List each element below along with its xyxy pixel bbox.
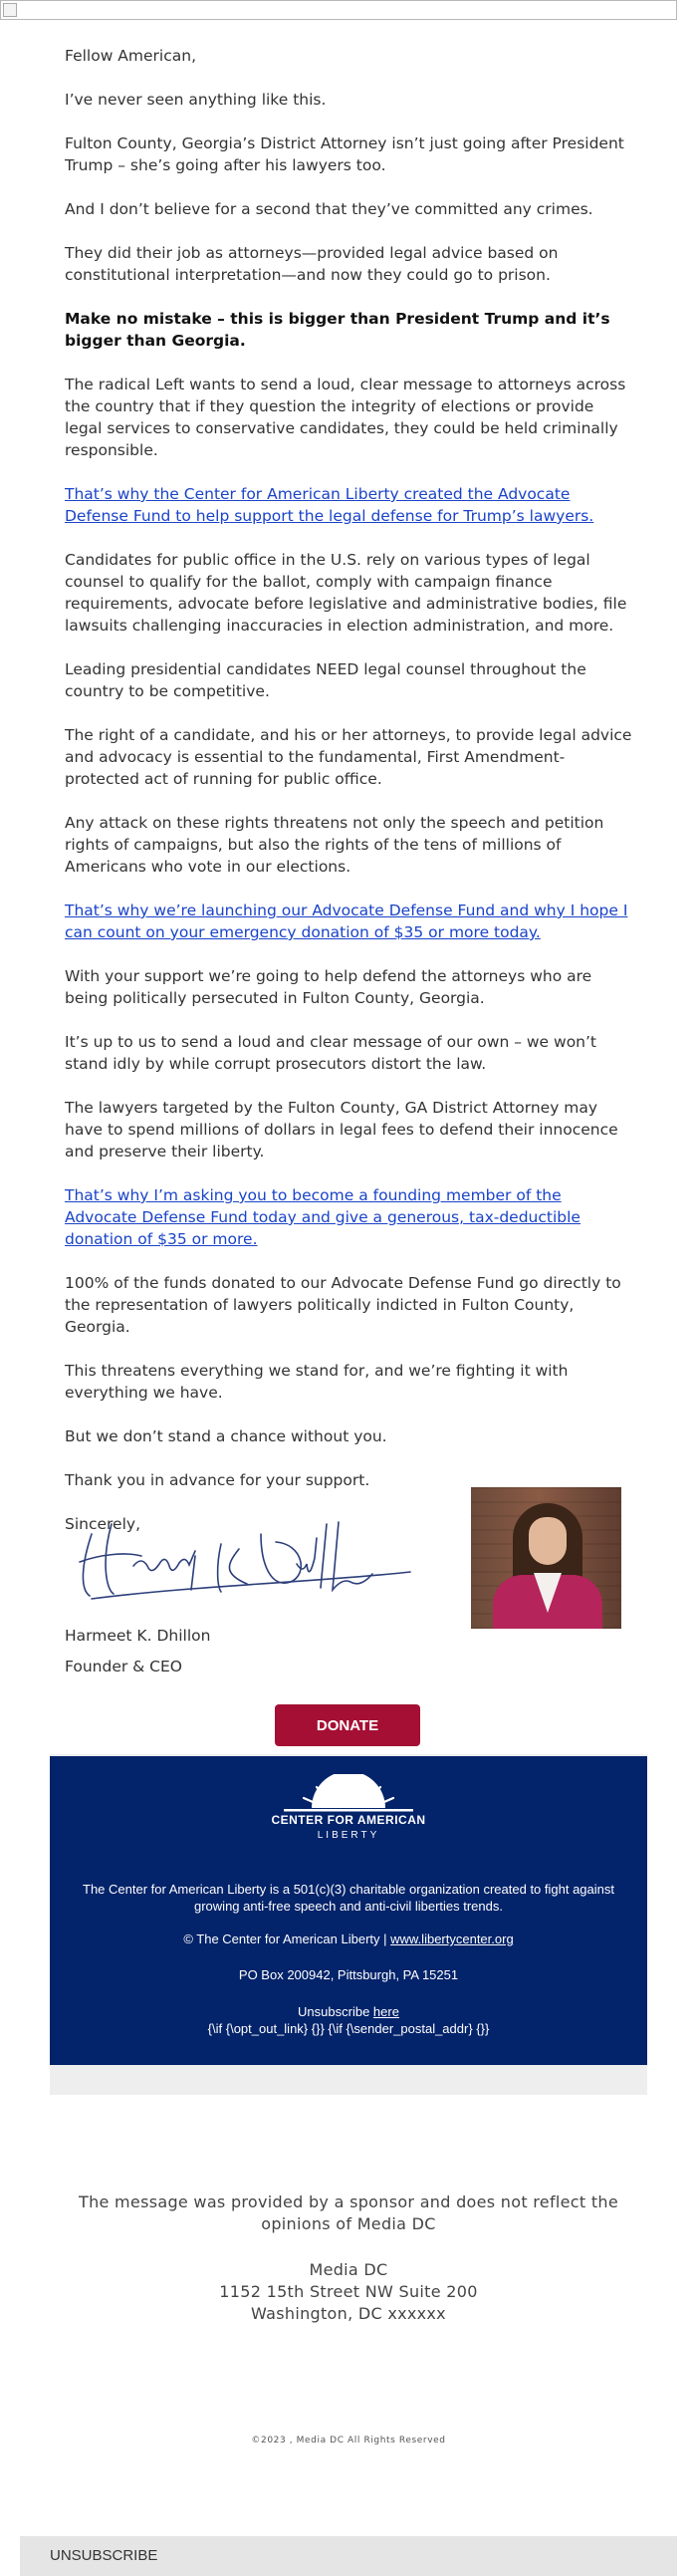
defense-fund-link[interactable]: That’s why the Center for American Liberty created the Advocate Defense Fund to help support the legal defense for Trump’s lawyers. (65, 485, 594, 525)
paragraph: I’ve never seen anything like this. (65, 91, 327, 109)
salutation: Fellow American, (65, 47, 196, 65)
emergency-donation-link[interactable]: That’s why we’re launching our Advocate Defense Fund and why I hope I can count on your emergency donation of $35 or more today. (65, 902, 628, 941)
sponsor-city: Washington, DC xxxxxx (251, 2304, 446, 2323)
sponsor-company: Media DC (309, 2260, 388, 2279)
paragraph: The right of a candidate, and his or her attorneys, to provide legal advice and advocacy is essential to the fundamental, First Amendment-protected act of running for public office. (65, 726, 632, 788)
broken-image-icon (3, 3, 17, 17)
paragraph: 100% of the funds donated to our Advocate Defense Fund go directly to the representation of lawyers politically indicted in Fulton County, Georgia. (65, 1274, 621, 1336)
paragraph: But we don’t stand a chance without you. (65, 1427, 387, 1445)
center-for-american-liberty-logo (254, 1774, 443, 1844)
org-footer (50, 1756, 647, 2065)
org-copyright-line (70, 1931, 627, 1947)
paragraph: Thank you in advance for your support. (65, 1471, 370, 1489)
header-image-placeholder (0, 0, 677, 20)
paragraph: Leading presidential candidates NEED legal counsel throughout the country to be competitive. (65, 660, 586, 700)
paragraph: Candidates for public office in the U.S. rely on various types of legal counsel to qualify for the ballot, comply with campaign finance requirements, advocate before legislative and administrative bodies, file lawsuits challenging inaccuracies in election administration, and more. (65, 551, 627, 635)
paragraph: With your support we’re going to help defend the attorneys who are being politically persecuted in Fulton County, Georgia. (65, 967, 592, 1007)
paragraph: This threatens everything we stand for, and we’re fighting it with everything we have. (65, 1362, 569, 1402)
paragraph: And I don’t believe for a second that they’ve committed any crimes. (65, 200, 593, 218)
paragraph: The radical Left wants to send a loud, clear message to attorneys across the country that if they question the integrity of elections or provide legal services to conservative candidates, they could be held criminally responsible. (65, 376, 626, 459)
sponsor-disclaimer: The message was provided by a sponsor and does not reflect the opinions of Media DC (79, 2192, 618, 2233)
sponsor-street: 1152 15th Street NW Suite 200 (219, 2282, 478, 2301)
org-description: The Center for American Liberty is a 501(c)(3) charitable organization created to fight against growing anti-free speech and anti-civil liberties trends. (83, 1882, 614, 1914)
website-link[interactable]: www.libertycenter.org (390, 1932, 514, 1946)
letter-text (65, 45, 632, 1557)
signer-photo (471, 1487, 621, 1629)
paragraph: The lawyers targeted by the Fulton County, GA District Attorney may have to spend millions of dollars in legal fees to defend their innocence and preserve their liberty. (65, 1099, 618, 1160)
paragraph: It’s up to us to send a loud and clear message of our own – we won’t stand idly by while corrupt prosecutors distort the law. (65, 1033, 597, 1073)
unsubscribe-link[interactable]: UNSUBSCRIBE (50, 2547, 158, 2564)
donate-button[interactable]: DONATE (275, 1704, 420, 1746)
paragraph: Any attack on these rights threatens not only the speech and petition rights of campaigns, but also the rights of the tens of millions of Americans who vote in our elections. (65, 814, 604, 876)
org-address: PO Box 200942, Pittsburgh, PA 15251 (238, 1967, 459, 1982)
org-copyright: © The Center for American Liberty | (183, 1932, 391, 1946)
unsubscribe-bar[interactable] (20, 2536, 677, 2576)
logo-line-1: CENTER FOR AMERICAN (271, 1813, 426, 1827)
signature-image (72, 1504, 430, 1614)
signer-name: Harmeet K. Dhillon (65, 1627, 211, 1645)
template-tokens: {\if {\opt_out_link} {}} {\if {\sender_postal_addr} {}} (207, 2021, 490, 2036)
signer-title: Founder & CEO (65, 1658, 182, 1675)
sponsor-copyright: ©2023 , Media DC All Rights Reserved (251, 2436, 446, 2446)
logo-line-2: LIBERTY (317, 1830, 380, 1841)
closing: Sincerely, (65, 1515, 141, 1533)
bold-paragraph: Make no mistake – this is bigger than President Trump and it’s bigger than Georgia. (65, 310, 610, 350)
unsubscribe-here-link[interactable]: here (372, 2004, 399, 2019)
paragraph: They did their job as attorneys—provided legal advice based on constitutional interpretation—and now they could go to prison. (65, 244, 559, 284)
unsubscribe-prefix: Unsubscribe (298, 2004, 373, 2019)
org-unsubscribe-line (70, 2003, 627, 2020)
founding-member-link[interactable]: That’s why I’m asking you to become a founding member of the Advocate Defense Fund today and give a generous, tax-deductible donation of $35 or more. (65, 1186, 581, 1248)
paragraph: Fulton County, Georgia’s District Attorney isn’t just going after President Trump – she’s going after his lawyers too. (65, 134, 624, 174)
